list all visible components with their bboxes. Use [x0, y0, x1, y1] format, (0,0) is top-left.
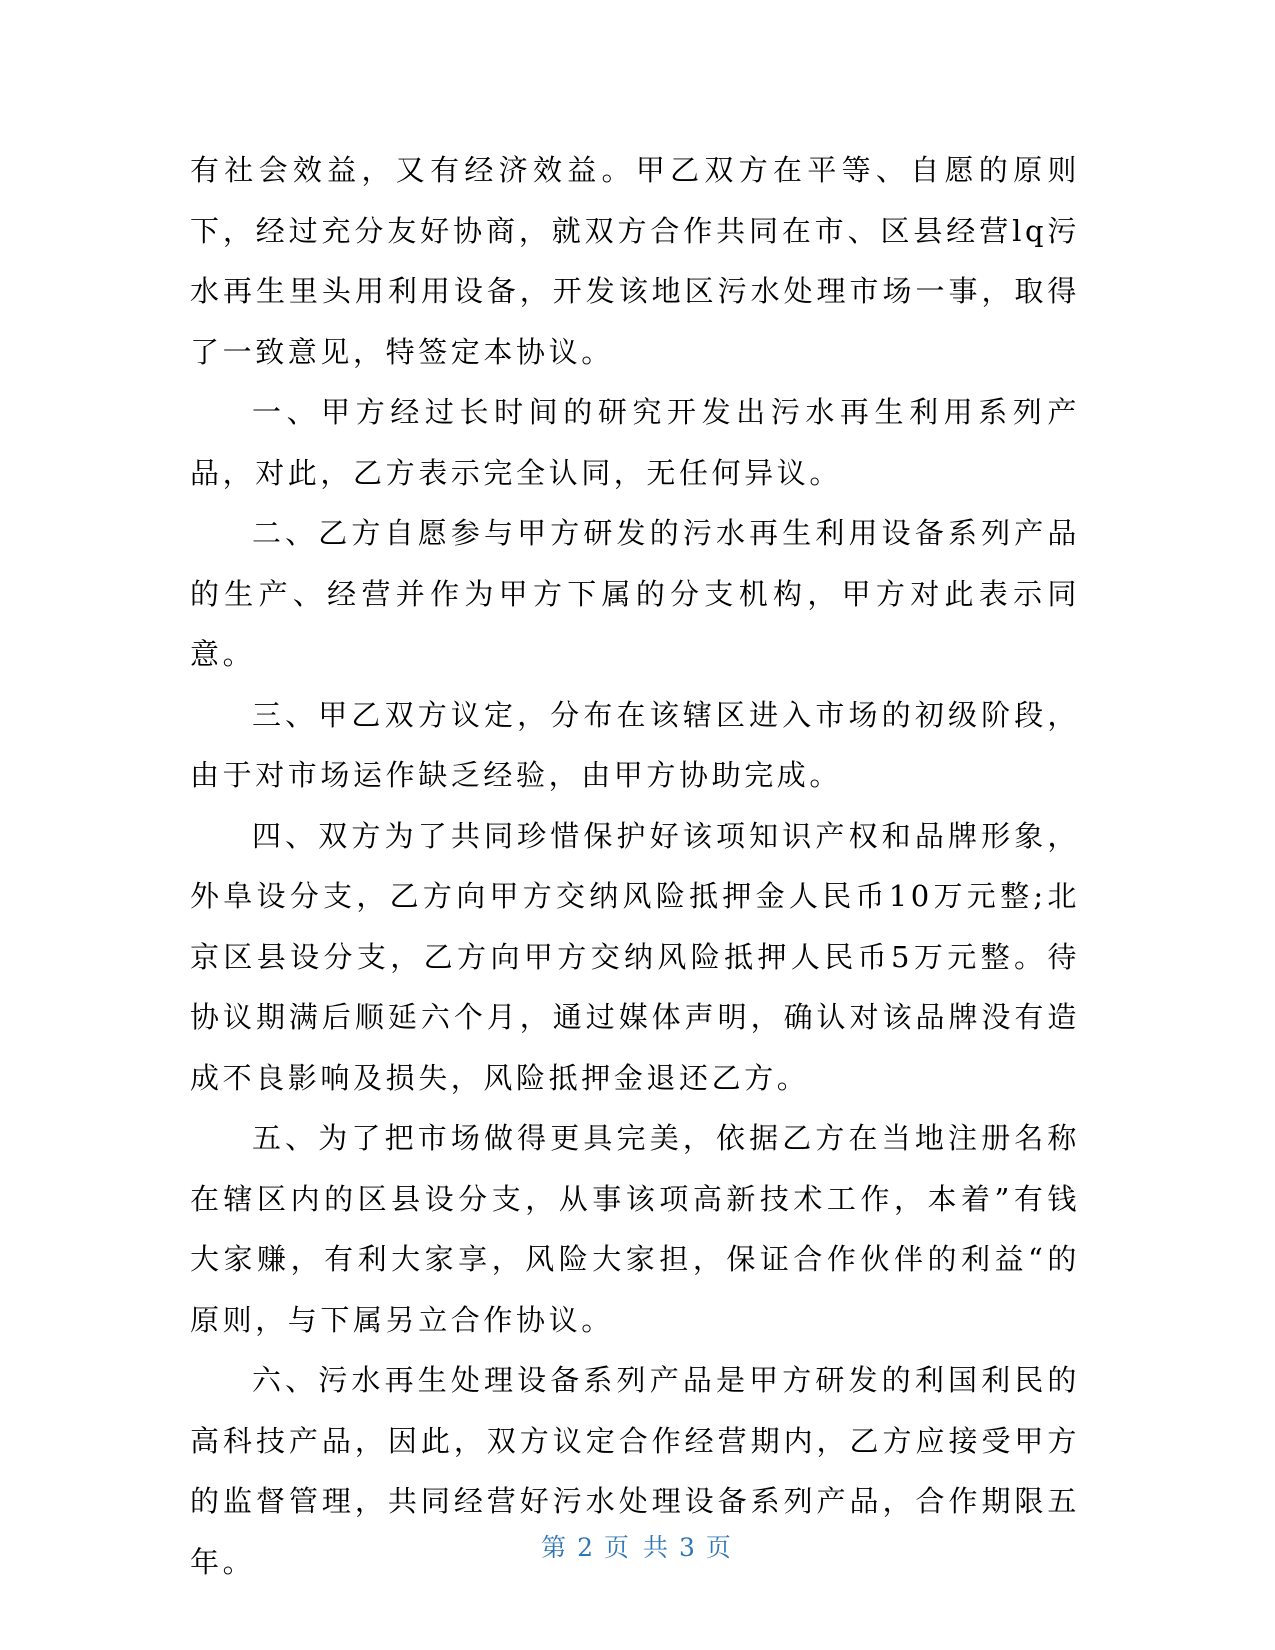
footer-middle: 页 共	[604, 1533, 671, 1562]
paragraph-intro: 有社会效益，又有经济效益。甲乙双方在平等、自愿的原则下，经过充分友好协商，就双方合作共同在市、区县经营lq污水再生里头用利用设备，开发该地区污水处理市场一事，取得了一致意见，特签定本协议。	[190, 153, 1080, 369]
document-body	[190, 140, 1080, 1592]
footer-current-page: 2	[577, 1533, 597, 1562]
footer-suffix: 页	[705, 1533, 734, 1562]
paragraph-clause-5: 五、为了把市场做得更具完美，依据乙方在当地注册名称在辖区内的区县设分支，从事该项高新技术工作，本着”有钱大家赚，有利大家享，风险大家担，保证合作伙伴的利益“的原则，与下属另立合作协议。	[190, 1121, 1080, 1337]
paragraph-clause-2: 二、乙方自愿参与甲方研发的污水再生利用设备系列产品的生产、经营并作为甲方下属的分支机构，甲方对此表示同意。	[190, 516, 1080, 671]
page-footer	[0, 1528, 1275, 1564]
paragraph-clause-4: 四、双方为了共同珍惜保护好该项知识产权和品牌形象，外阜设分支，乙方向甲方交纳风险抵押金人民币10万元整;北京区县设分支，乙方向甲方交纳风险抵押人民币5万元整。待协议期满后顺延六个月，通过媒体声明，确认对该品牌没有造成不良影响及损失，风险抵押金退还乙方。	[190, 818, 1080, 1095]
footer-total-pages: 3	[678, 1533, 698, 1562]
footer-prefix: 第	[541, 1533, 570, 1562]
paragraph-clause-6: 六、污水再生处理设备系列产品是甲方研发的利国利民的高科技产品，因此，双方议定合作经营期内，乙方应接受甲方的监督管理，共同经营好污水处理设备系列产品，合作期限五年。	[190, 1363, 1080, 1579]
paragraph-clause-3: 三、甲乙双方议定，分布在该辖区进入市场的初级阶段，由于对市场运作缺乏经验，由甲方协助完成。	[190, 697, 1080, 792]
paragraph-clause-1: 一、甲方经过长时间的研究开发出污水再生利用系列产品，对此，乙方表示完全认同，无任何异议。	[190, 395, 1080, 490]
